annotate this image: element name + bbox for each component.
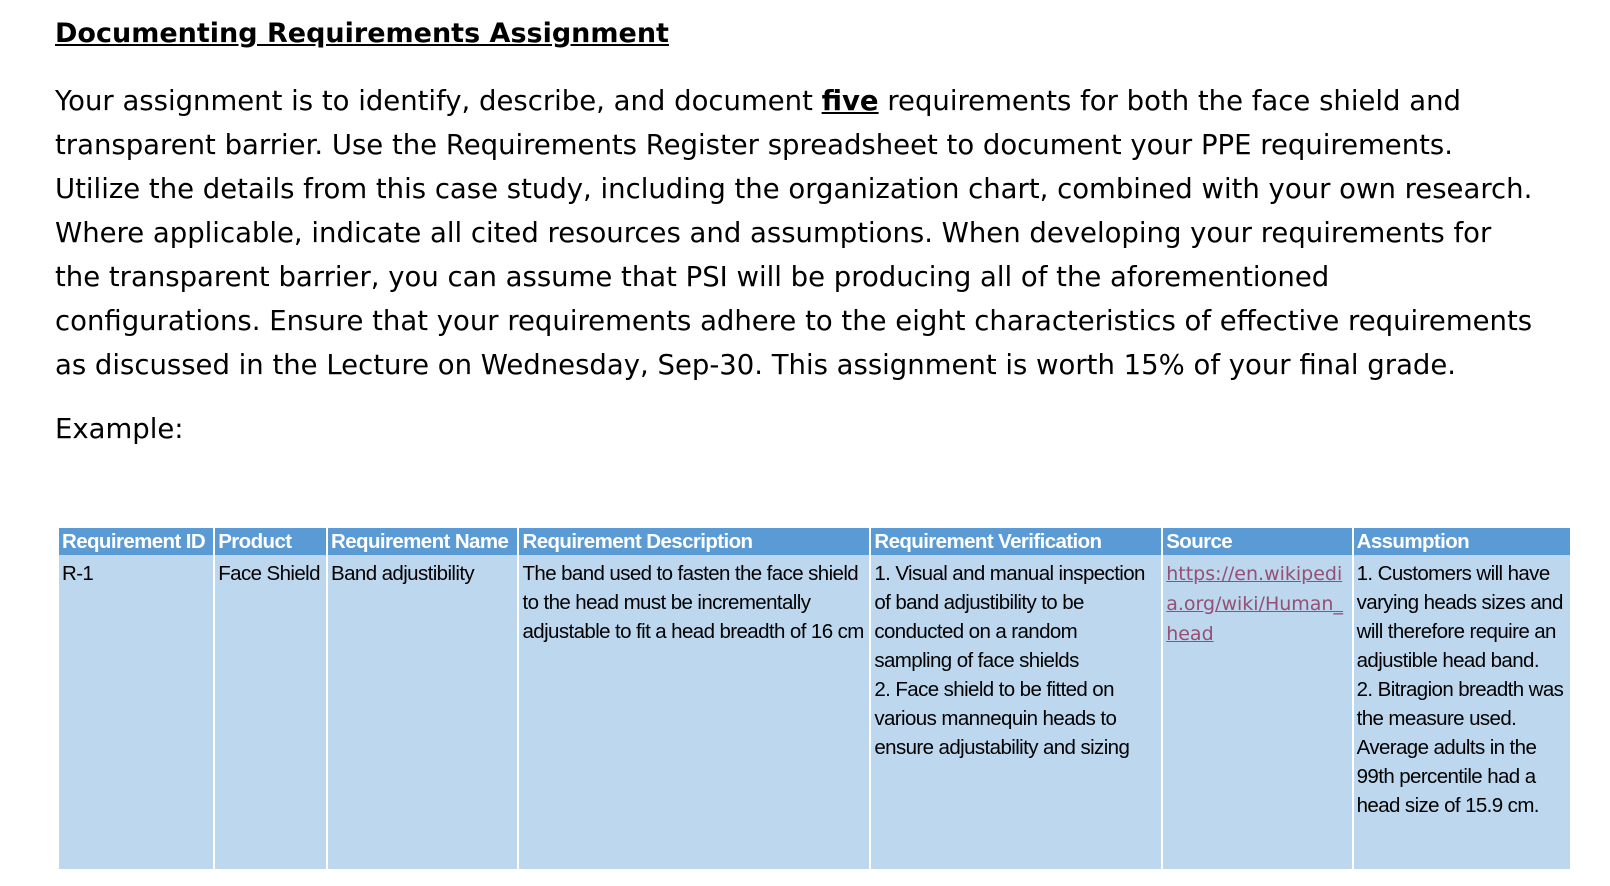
header-source: Source	[1162, 528, 1352, 555]
source-link[interactable]: https://en.wikipedia.org/wiki/Human_head	[1166, 563, 1343, 645]
header-product: Product	[214, 528, 327, 555]
header-assumption: Assumption	[1353, 528, 1570, 555]
example-label: Example:	[55, 413, 184, 445]
cell-requirement-id: R-1	[59, 555, 214, 869]
table-header-row	[59, 528, 1570, 555]
assignment-paragraph	[55, 79, 1535, 387]
assumption-2: 2. Bitragion breadth was the measure used. Average adults in the 99th percentile had a head size of 15.9 cm.	[1356, 678, 1564, 817]
cell-requirement-description: The band used to fasten the face shield to the head must be incrementally adjustable to fit a head breadth of 16 cm	[518, 555, 870, 869]
cell-assumption	[1353, 555, 1570, 869]
cell-requirement-name: Band adjustibility	[327, 555, 518, 869]
cell-product: Face Shield	[214, 555, 327, 869]
document	[55, 10, 1575, 449]
paragraph-text-after: requirements for both the face shield and transparent barrier. Use the Requirements Register spreadsheet to document your PPE requirements. Utilize the details from this case study, including the organization chart, combined with your own research. Where applicable, indicate all cited resources and assumptions. When developing your requirements for the transparent barrier, you can assume that PSI will be producing all of the aforementioned configurations. Ensure that your requirements adhere to the eight characteristics of effective requirements as discussed in the Lecture on Wednesday, Sep-30. This assignment is worth 15% of your final grade.	[55, 85, 1533, 381]
paragraph-text-before: Your assignment is to identify, describe, and document	[55, 85, 822, 117]
cell-source	[1162, 555, 1352, 869]
header-requirement-verification: Requirement Verification	[870, 528, 1162, 555]
table-row	[59, 555, 1570, 869]
document-title: Documenting Requirements Assignment	[55, 18, 669, 49]
paragraph-emphasis: five	[821, 85, 879, 117]
header-requirement-id: Requirement ID	[59, 528, 214, 555]
verification-step-1: 1. Visual and manual inspection of band adjustibility to be conducted on a random sampling of face shields	[874, 562, 1145, 672]
header-requirement-name: Requirement Name	[327, 528, 518, 555]
verification-step-2: 2. Face shield to be fitted on various mannequin heads to ensure adjustability and sizing	[874, 678, 1130, 759]
assumption-1: 1. Customers will have varying heads sizes and will therefore require an adjustible head band.	[1356, 562, 1563, 672]
requirements-table	[59, 528, 1570, 869]
header-requirement-description: Requirement Description	[518, 528, 870, 555]
cell-requirement-verification	[870, 555, 1162, 869]
